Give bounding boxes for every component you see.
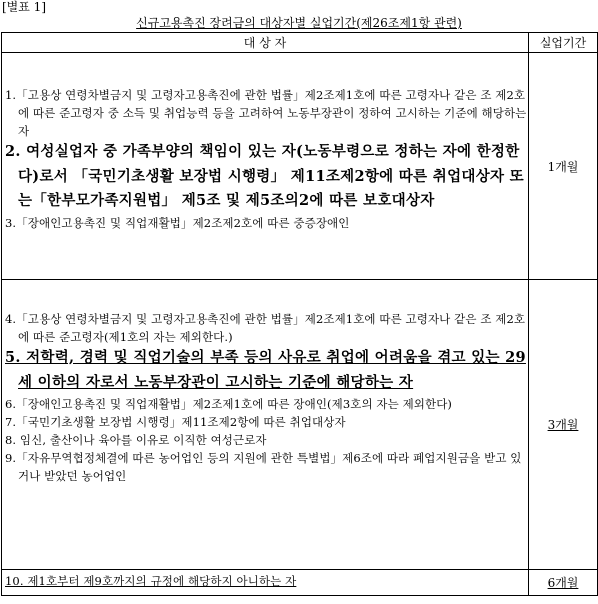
- list-item: 5. 저학력, 경력 및 직업기술의 부족 등의 사유로 취업에 어려움을 겪고 있는 29세 이하의 자로서 노동부장관이 고시하는 기준에 해당하는 자: [5, 349, 526, 391]
- title-text: 신규고용촉진 장려금의 대상자별 실업기간(제26조제1항 관련): [136, 16, 462, 30]
- appendix-tag: [별표 1]: [2, 0, 46, 14]
- header-period: 실업기간: [529, 33, 598, 53]
- list-item: 6.「장애인고용촉진 및 직업재활법」제2조제1호에 따른 장애인(제3호의 자는 제외한다): [5, 397, 453, 411]
- header-target: 대 상 자: [2, 33, 529, 53]
- table-row: [2, 53, 598, 280]
- list-item: 2. 여성실업자 중 가족부양의 책임이 있는 자(노동부령으로 정하는 자에 한정한다)로서 「국민기초생활 보장법 시행령」 제11조제2항에 따른 취업대상자 또는「한부모가족지원법」 제5조 및 제5조의2에 따른 보호대상자: [5, 143, 524, 209]
- list-item: 8. 임신, 출산이나 육아를 이유로 이직한 여성근로자: [5, 433, 267, 447]
- period-cell-group3: [529, 570, 598, 596]
- table-header-row: [2, 33, 598, 53]
- list-item: 10. 제1호부터 제9호까지의 규정에 해당하지 아니하는 자: [5, 574, 297, 588]
- table-row: [2, 570, 598, 596]
- period-label-group2: 3개월: [547, 418, 579, 432]
- list-item: 1.「고용상 연령차별금지 및 고령자고용촉진에 관한 법률」제2조제1호에 따른 고령자나 같은 조 제2호에 따른 준고령자 중 소득 및 취업능력 등을 고려하여 노동부장관이 정하여 고시하는 기준에 해당하는 자: [5, 88, 527, 138]
- list-item: 4.「고용상 연령차별금지 및 고령자고용촉진에 관한 법률」제2조제1호에 따른 고령자나 같은 조 제2호에 따른 준고령자(제1호의 자는 제외한다.): [5, 312, 526, 344]
- table-row: [2, 280, 598, 570]
- eligibility-table: [1, 32, 598, 596]
- target-cell-group1: [2, 53, 529, 280]
- target-cell-group2: [2, 280, 529, 570]
- document-title: [0, 16, 598, 30]
- period-label-group3: 6개월: [547, 576, 579, 590]
- target-cell-group3: [2, 570, 529, 596]
- list-item: 9.「자유무역협정체결에 따른 농어업인 등의 지원에 관한 특별법」제6조에 따라 폐업지원금을 받고 있거나 받았던 농어업인: [5, 451, 522, 483]
- list-item: 3.「장애인고용촉진 및 직업재활법」제2조제2호에 따른 중증장애인: [5, 215, 350, 230]
- period-cell-group2: [529, 280, 598, 570]
- period-cell-group1: 1개월: [529, 53, 598, 280]
- list-item: 7.「국민기초생활 보장법 시행령」제11조제2항에 따른 취업대상자: [5, 415, 346, 429]
